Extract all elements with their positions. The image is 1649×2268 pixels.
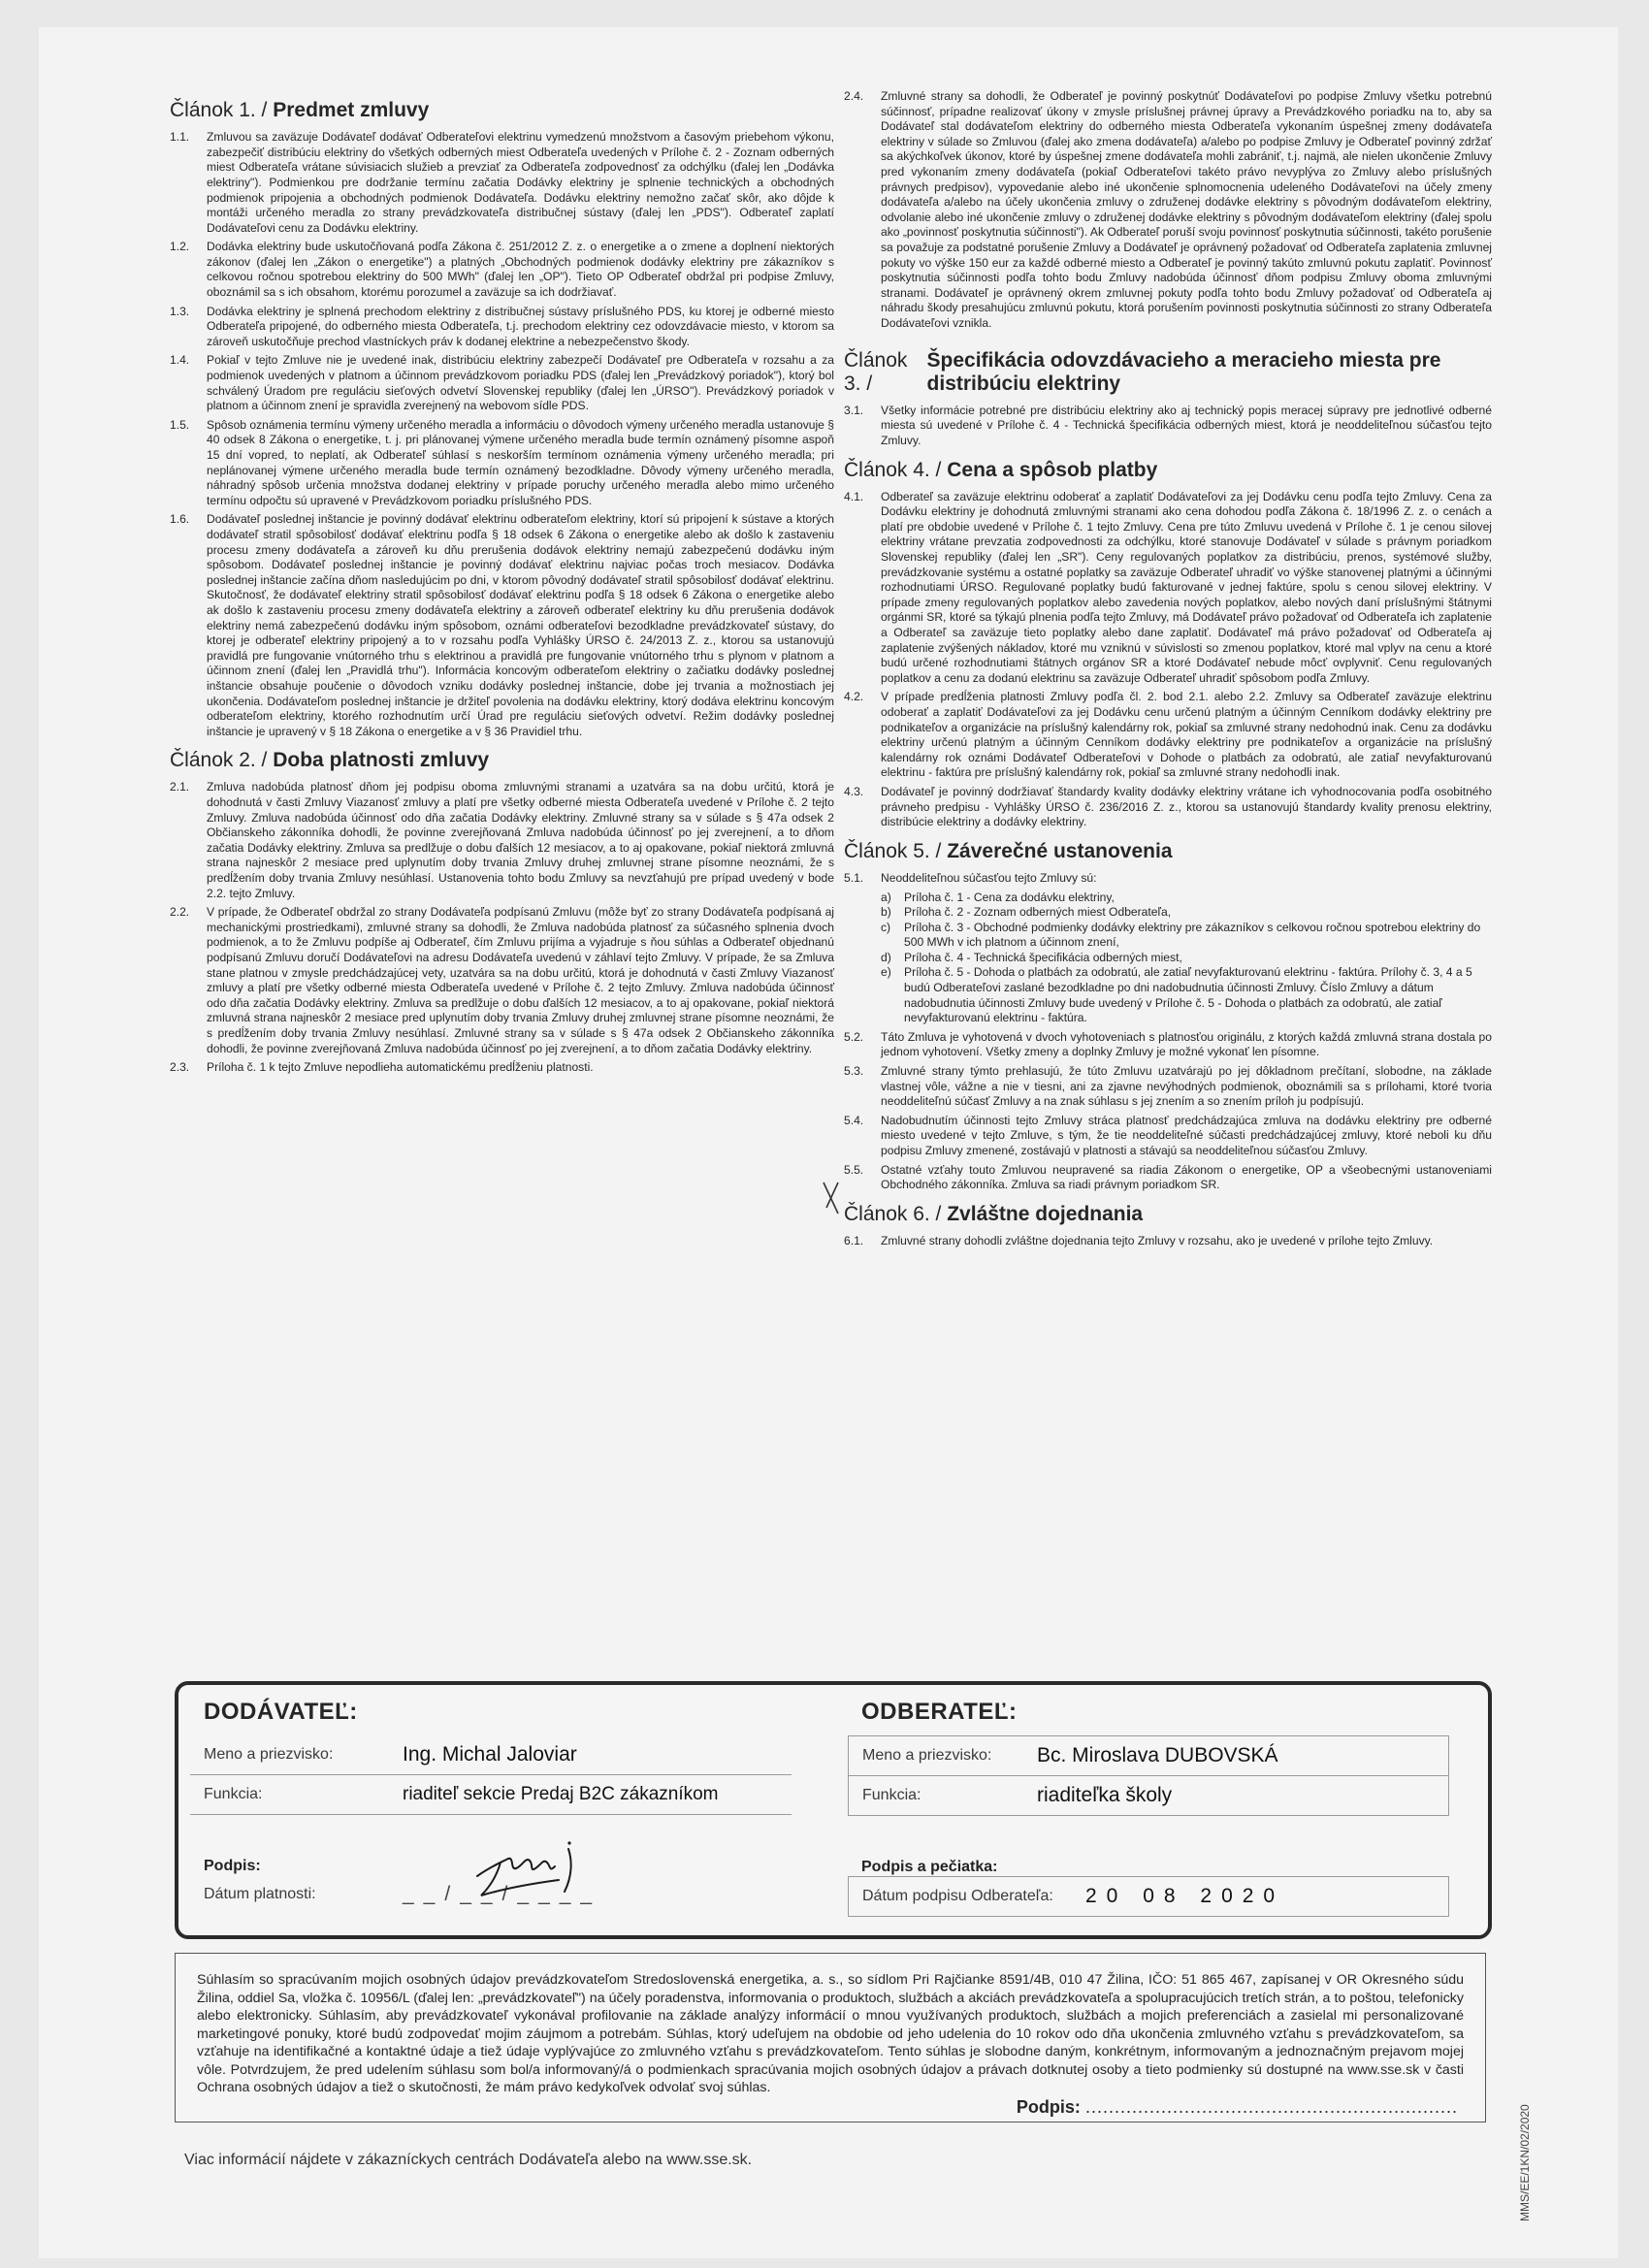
customer-heading: ODBERATEĽ:: [861, 1699, 1018, 1725]
clause-text: Spôsob oznámenia termínu výmeny určeného meradla a informáciu o dôvodoch výmeny určeného meradla ustanovuje § 40 odsek 8 Zákona o energetike, t. j. pri plánovanej výmene určeného meradla bude termín oznámený písomne aspoň 15 dní vopred, to neplatí, ak Odberateľ súhlasí s neskorším termínom oznámenia výmeny určeného meradla; pri neplánovanej výmene určeného meradla bude termín oznámený bezodkladne. Dôvody výmeny určeného meradla, náhradný spôsob určenia množstva dodanej elektriny v prípade poruchy určeného meradla alebo mimo určeného termínu odpočtu sú upravené v Prevádzkovom poriadku príslušného PDS.: [207, 417, 834, 507]
article-4-heading: [844, 459, 1492, 482]
clause-number: 5.5.: [844, 1162, 864, 1177]
supplier-function-field: [190, 1775, 792, 1815]
article-2-heading: [170, 749, 834, 772]
clause-number: 6.1.: [844, 1233, 864, 1247]
clause: [844, 1234, 1492, 1249]
clause-number: 5.4.: [844, 1113, 864, 1127]
article-3-heading: [844, 349, 1492, 396]
list-item-letter: c): [881, 920, 891, 934]
clause-number: 2.4.: [844, 89, 864, 103]
clause-text: Neoddeliteľnou súčasťou tejto Zmluvy sú:: [881, 870, 1097, 885]
signature-scribble-icon: [471, 1837, 607, 1901]
left-column: [170, 89, 834, 1080]
article-title: Špecifikácia odovzdávacieho a meracieho miesta pre distribúciu elektriny: [926, 348, 1441, 395]
clause-text: Zmluvné strany dohodli zvláštne dojednania tejto Zmluvy v rozsahu, ako je uvedené v prílohe tejto Zmluvy.: [881, 1233, 1434, 1247]
clause-number: 1.1.: [170, 130, 190, 145]
clause-text: Dodávka elektriny bude uskutočňovaná podľa Zákona č. 251/2012 Z. z. o energetike a o zmene a doplnení niektorých zákonov (ďalej len „Zákon o energetike") a platných „Obchodných podmienok dodávky elektriny pre zákazníkov s celkovou ročnou spotrebou elektriny do 500 MWh" (ďalej len „OP"). Tieto OP Odberateľ obdržal pri podpise Zmluvy, oboznámil sa s ich obsahom, ktorému porozumel a zaväzuje sa ich dodržiavať.: [207, 240, 834, 300]
clause: [170, 305, 834, 350]
clause: [844, 1163, 1492, 1193]
field-label: Podpis:: [204, 1858, 261, 1874]
article-title: Cena a spôsob platby: [947, 458, 1158, 481]
clause: [170, 512, 834, 739]
annex-list: [881, 891, 1492, 1026]
customer-party: [848, 1699, 1449, 1917]
clause-number: 4.2.: [844, 690, 864, 704]
customer-function-field: [849, 1776, 1448, 1815]
customer-function-value: riaditeľka školy: [1037, 1784, 1173, 1806]
list-item-letter: b): [881, 905, 891, 920]
clause: [170, 780, 834, 901]
list-item: [881, 891, 1492, 906]
clause: [170, 130, 834, 236]
clause: [170, 1060, 834, 1076]
clause-text: Zmluvné strany týmto prehlasujú, že túto Zmluvu uzatvárajú po jej dôkladnom prečítaní, slobodne, na základe vlastnej vôle, vážne a nie v tiesni, ani za zjavne nevýhodných podmienok, oboznámili sa s prílohami, ktoré tvoria neoddeliteľnú súčasť Zmluvy a na znak súhlasu s jej znením a so znením príloh ju podpísujú.: [881, 1064, 1492, 1109]
consent-text: Súhlasím so spracúvaním mojich osobných údajov prevádzkovateľom Stredoslovenská energetika, a. s., so sídlom Pri Rajčianke 8591/4B, 010 47 Žilina, IČO: 51 865 467, zapísanej v OR Okresného súdu Žilina, oddiel Sa, vložka č. 10956/L (ďalej len: „prevádzkovateľ") na účely poradenstva, informovania o produktoch, službách a akciách prevádzkovateľa a spolupracujúcich tretích strán, a to poštou, telefonicky alebo elektronicky. Súhlasím, aby prevádzkovateľ vykonával profilovanie na základe analýzy informácií o mnou využívaných produktoch, službách a mojich preferenciách a zasielal mi personalizované marketingové ponuky, ktoré budú zodpovedať mojim záujmom a potrebám. Súhlas, ktorý udeľujem na obdobie od jeho udelenia do 10 rokov odo dňa ukončenia zmluvného vzťahu s prevádzkovateľom, sa vzťahuje na identifikačné a kontaktné údaje a tiež údaje vyplývajúce zo zmluvného vzťahu s prevádzkovateľom. Tento súhlas je slobodne daným, konkrétnym, informovaným a jednoznačným prejavom mojej vôle. Potvrdzujem, že pred udelením súhlasu som bol/a informovaný/á o podmienkach spracúvania mojich osobných údajov a právach dotknutej osoby a tieto podmienky sú dostupné na www.sse.sk v časti Ochrana osobných údajov a tiež o skutočnosti, že mám právo kedykoľvek odvolať svoj súhlas.: [197, 1972, 1464, 2095]
clause-text: Všetky informácie potrebné pre distribúciu elektriny ako aj technický popis meracej súpravy pre jednotlivé odberné miesta sú uvedené v Prílohe č. 4 - Technická špecifikácia odberných miest, ktorá je neoddeliteľnou súčasťou tejto Zmluvy.: [881, 403, 1492, 447]
clause-number: 2.1.: [170, 780, 190, 794]
clause-text: Odberateľ sa zaväzuje elektrinu odoberať a zaplatiť Dodávateľovi za jej Dodávku cenu podľa tejto Zmluvy. Cena za Dodávku elektriny je dohodnutá zmluvnými stranami ako cena dohodou podľa Zákona č. 18/1996 Z. z. o cenách a platí pre obdobie uvedené v Prílohe č. 1 tejto Zmluvy. Cena pre túto Zmluvu uvedená v Prílohe č. 1 je cenou silovej elektriny vrátane prevzatia zodpovednosti za odchýlku, ktoré stanovuje Dodávateľ v súlade s právnym poriadkom Slovenskej republiky (ďalej len „SR"). Ceny regulovaných poplatkov za distribúciu, prenos, systémové služby, prevádzkovanie systému a ostatné poplatky sa zaväzuje Odberateľ uhradiť vo výške stanovenej platnými a účinnými rozhodnutiami ÚRSO. Regulované poplatky budú fakturované v jednej faktúre, spolu s cenou silovej elektriny. V prípade zmeny regulovaných poplatkov alebo zavedenia nových poplatkov, alebo nových daní príslušnými štátnymi orgánmi SR, ktoré sa týkajú plnenia podľa tejto Zmluvy, má Dodávateľ právo požadovať od Odberateľa ich zaplatenie a Odberateľ sa zaväzuje tieto poplatky alebo dane zaplatiť. Dodávateľ má právo požadovať od Odberateľa aj zaplatenie zvýšených nákladov, ktoré mu vzniknú v súvislosti so zmenou poplatkov, ktoré mal vplyv na cenu a ktoré budú určené rozhodnutiami štátnych orgánov SR a ktoré Dodávateľ nebude môcť ovplyvniť. Cenu regulovaných poplatkov a cenu za dodanú elektrinu sa zaväzuje Odberateľ uhradiť spôsobom podľa Zmluvy.: [881, 489, 1492, 685]
consent-signature: [1017, 2097, 1458, 2118]
article-title: Predmet zmluvy: [273, 99, 430, 121]
field-label: Funkcia:: [862, 1787, 922, 1803]
clause: [844, 1030, 1492, 1060]
signature-box: [175, 1681, 1492, 1939]
field-label: Podpis a pečiatka:: [861, 1859, 998, 1875]
field-label: Dátum platnosti:: [204, 1886, 316, 1902]
consent-sign-line: ................................................................: [1084, 2097, 1458, 2117]
clause: [170, 418, 834, 509]
clause-text: Dodávka elektriny je splnená prechodom elektriny z distribučnej sústavy príslušného PDS, ku ktorej je odberné miesto Odberateľa pripojené, do odberného miesta Odberateľa, t.j. prechodom elektriny cez odovzdávacie miesto, v ktorom sa zároveň uskutočňuje prechod vlastníckych práv k dodanej elektrine a nebezpečenstvo škody.: [207, 304, 834, 348]
clause-text: Zmluvou sa zaväzuje Dodávateľ dodávať Odberateľovi elektrinu vymedzenú množstvom a časovým priebehom výkonu, zabezpečiť distribúciu elektriny do všetkých odberných miest Odberateľa uvedených v Prílohe č. 2 - Zoznam odberných miest Odberateľa vrátane súvisiacich služieb a prevziať za Odberateľa zodpovednosť za odchýlku (ďalej len „Dodávka elektriny"). Podmienkou pre dodržanie termínu začatia Dodávky elektriny je splnenie technických a obchodných podmienok pripojenia a obchodných podmienok Dodávateľa. Dodávku elektriny nemožno začať skôr, ako dôjde k montáži určeného meradla zo strany prevádzkovateľa distribučnej sústavy (ďalej len „PDS"). Odberateľ zaplatí Dodávateľovi cenu za Dodávku elektriny.: [207, 130, 834, 235]
clause: [844, 690, 1492, 781]
article-title: Zvláštne dojednania: [947, 1202, 1144, 1225]
article-number: Článok 2. /: [170, 749, 268, 772]
footer-info: Viac informácií nájdete v zákazníckych centrách Dodávateľa alebo na www.sse.sk.: [184, 2152, 753, 2168]
customer-fields-frame: [848, 1735, 1449, 1816]
article-5-heading: [844, 840, 1492, 863]
clause-text: Dodávateľ poslednej inštancie je povinný dodávať elektrinu odberateľom elektriny, ktorí sú pripojení k sústave a ktorých dodávateľ stratil spôsobilosť dodávať elektrinu podľa § 18 odsek 6 Zákona o energetike alebo ak došlo k zastaveniu procesu zmeny dodávateľa a zároveň ku dňu prerušenia dodávok elektriny nemajú zabezpečenú dodávku iným spôsobom. Dodávateľ poslednej inštancie je povinný dodávať elektrinu najviac počas troch mesiacov. Dodávka poslednej inštancie začína dňom nasledujúcim po dni, v ktorom pôvodný dodávateľ stratil spôsobilosť dodávať elektrinu. Skutočnosť, že dodávateľ elektriny stratil spôsobilosť dodávať elektrinu podľa § 18 odsek 6 Zákona o energetike alebo ak došlo k zastaveniu procesu zmeny dodávateľa elektriny a zároveň odberateľ elektriny ku dňu prerušenia dodávok elektriny nemá zabezpečenú dodávku iným spôsobom, oznámi odberateľovi bezodkladne prevádzkovateľ sústavy, do ktorej je odberateľ elektriny pripojený a to v rozsahu podľa Vyhlášky ÚRSO č. 24/2013 Z. z., ktorou sa ustanovujú pravidlá pre fungovanie vnútorného trhu s elektrinou a pravidlá pre fungovanie vnútorného trhu s plynom v platnom a účinnom znení (ďalej len „Pravidlá trhu"). Informácia koncovým odberateľom elektriny o začiatku dodávky poslednej inštancie obsahuje poučenie o dôvodoch vzniku dodávky poslednej inštancie, dobe jej trvania a možnostiach jej ukončenia. Dodávateľom poslednej inštancie je držiteľ povolenia na dodávku elektriny, ktorý dodáva elektrinu koncovým odberateľom elektriny, ktorého rozhodnutím určí Úrad pre reguláciu sieťových odvetví. Režim dodávky poslednej inštancie je upravený v § 18 Zákona o energetike a v § 36 Pravidiel trhu.: [207, 512, 834, 738]
clause: [170, 353, 834, 413]
form-code: [1518, 2104, 1532, 2221]
consent-sign-label: Podpis:: [1016, 2097, 1081, 2117]
supplier-name-value: Ing. Michal Jaloviar: [403, 1743, 577, 1766]
article-number: Článok 6. /: [844, 1202, 942, 1225]
article-number: Článok 5. /: [844, 839, 942, 862]
list-item-letter: a): [881, 890, 891, 904]
clause: [844, 871, 1492, 887]
field-label: Meno a priezvisko:: [862, 1747, 992, 1764]
supplier-heading: DODÁVATEĽ:: [204, 1699, 358, 1725]
clause: [170, 240, 834, 300]
clause: [170, 905, 834, 1056]
customer-name-value: Bc. Miroslava DUBOVSKÁ: [1037, 1744, 1278, 1766]
article-6-heading: [844, 1203, 1492, 1226]
list-item-text: Príloha č. 3 - Obchodné podmienky dodávky elektriny pre zákazníkov s celkovou ročnou spotrebou elektriny do 500 MWh v ich platnom a účinnom znení,: [904, 920, 1481, 950]
customer-date-field: [848, 1876, 1449, 1917]
clause-text: Pokiaľ v tejto Zmluve nie je uvedené inak, distribúciu elektriny zabezpečí Dodávateľ pre Odberateľa v rozsahu a za podmienok uvedených v platnom a účinnom prevádzkovom poriadku PDS (ďalej len „Prevádzkový poriadok"), ktorý bol schválený Úradom pre reguláciu sieťových odvetví Slovenskej republiky (ďalej len „ÚRSO"). Prevádzkový poriadok v platnom a účinnom znení je spravidla zverejnený na webovom sídle PDS.: [207, 353, 834, 413]
clause: [844, 404, 1492, 449]
article-number: Článok 3. /: [844, 348, 908, 395]
clause-number: 1.3.: [170, 304, 190, 318]
field-label: Dátum podpisu Odberateľa:: [862, 1888, 1053, 1904]
handwritten-x-mark-icon: [821, 1179, 842, 1217]
clause-text: Ostatné vzťahy touto Zmluvou neupravené sa riadia Zákonom o energetike, OP a všeobecnými ustanoveniami Obchodného zákonníka. Zmluva sa riadi právnym poriadkom SR.: [881, 1162, 1492, 1192]
supplier-name-field: [190, 1735, 792, 1775]
clause-number: 5.2.: [844, 1029, 864, 1044]
customer-name-field: [849, 1736, 1448, 1776]
list-item-text: Príloha č. 2 - Zoznam odberných miest Odberateľa,: [904, 905, 1172, 920]
consent-box: [175, 1953, 1486, 2122]
field-label: Meno a priezvisko:: [204, 1746, 334, 1763]
list-item-text: Príloha č. 5 - Dohoda o platbách za odobratú, ale zatiaľ nevyfakturovanú elektrinu - faktúra. Prílohy č. 3, 4 a 5 budú Odberateľovi zaslané bezodkladne po dni nadobudnutia účinnosti Zmluvy. Číslo Zmluvy a dátum nadobudnutia účinnosti Zmluvy bude uvedený v Prílohe č. 5 - Dohoda o platbách za odobratú, ale zatiaľ nevyfakturovanú elektrinu - faktúra.: [904, 965, 1472, 1025]
list-item: [881, 965, 1492, 1025]
clause-text: Táto Zmluva je vyhotovená v dvoch vyhotoveniach s platnosťou originálu, z ktorých každá zmluvná strana dostala po jednom vyhotovení. Všetky zmeny a doplnky Zmluvy je možné vykonať len písomne.: [881, 1029, 1492, 1059]
article-1-heading: [170, 99, 834, 122]
clause-number: 2.3.: [170, 1060, 190, 1075]
clause-text: Nadobudnutím účinnosti tejto Zmluvy stráca platnosť predchádzajúca zmluva na dodávku elektriny pre odberné miesto uvedené v tejto Zmluve, s tým, že tie neoddeliteľné súčasti predchádzajúcej zmluvy, ktoré neboli ku dňu podpisu Zmluvy zmenené, zostávajú v platnosti a stávajú sa neoddeliteľnou súčasťou Zmluvy.: [881, 1113, 1492, 1157]
article-title: Záverečné ustanovenia: [947, 839, 1173, 862]
clause-text: Zmluva nadobúda platnosť dňom jej podpisu oboma zmluvnými stranami a uzatvára sa na dobu určitú, ktorá je dohodnutá v časti Zmluvy Viazanosť zmluvy a platí pre všetky odberné miesta Odberateľa uvedené v Prílohe č. 2 tejto Zmluvy. Zmluva nadobúda účinnosť odo dňa začatia Dodávky elektriny. Zmluvné strany sa v súlade s § 47a odsek 2 Občianskeho zákonníka dohodli, že povinne zverejňovaná Zmluva nadobúda účinnosť po jej zverejnení, a to dňom začatia Dodávky elektriny. Zmluva sa predlžuje o dobu ďalších 12 mesiacov, a to aj opakovane, pokiaľ niektorá zmluvná strana najneskôr 2 mesiace pred uplynutím doby trvania Zmluvy druhej zmluvnej strane písomne neoznámi, že s predĺžením doby trvania Zmluvy nesúhlasí. Ustanovenia tohto bodu Zmluvy sa nevzťahujú pre prípad uvedený v bode 2.2. tejto Zmluvy.: [207, 780, 834, 900]
clause-number: 1.6.: [170, 512, 190, 527]
clause-text: Zmluvné strany sa dohodli, že Odberateľ je povinný poskytnúť Dodávateľovi po podpise Zmluvy všetku potrebnú súčinnosť, prípadne realizovať úkony v zmysle príslušnej právnej úpravy a Prevádzkového poriadku na to, aby sa Dodávateľ stal dodávateľom elektriny do odberného miesta Odberateľa vykonaním úspešnej zmeny dodávateľa elektriny v súlade so Zmluvou (ďalej ako zmena dodávateľa) a/alebo po podpise Zmluvy je Odberateľ povinný zdržať sa akýchkoľvek úkonov, ktoré by úspešnej zmene dodávateľa mohli zabrániť, t.j. najmä, ale nielen ukončenie Zmluvy pred vykonaním zmeny dodávateľa (pokiaľ Odberateľovi takéto právo nevyplýva zo Zmluvy alebo príslušných právnych predpisov), vypovedanie alebo iné ukončenie splnomocnenia udeleného Dodávateľovi na účely zmeny dodávateľa a/alebo na účely ukončenia zmluvy o združenej dodávke elektriny s pôvodným dodávateľom elektriny, odvolanie alebo iné ukončenie zmluvy o združenej dodávke elektriny s pôvodným dodávateľom elektriny (ďalej spolu ako „povinnosť poskytnutia súčinnosti"). Ak Odberateľ poruší svoju povinnosť poskytnutia súčinnosti, takéto porušenie sa považuje za podstatné porušenie Zmluvy a Dodávateľ je oprávnený požadovať od Odberateľa zaplatenia zmluvnej pokuty vo výške 150 eur za každé odberné miesto a Odberateľ je povinný takúto zmluvnú pokutu zaplatiť. Povinnosť poskytnutia súčinnosti podľa tohto bodu Zmluvy nadobúda účinnosť dňom podpisu Zmluvy oboma zmluvnými stranami. Dodávateľ je oprávnený okrem zmluvnej pokuty podľa tohto bodu Zmluvy požadovať od Odberateľa aj náhradu škody presahujúcu zmluvnú pokutu, ktorá porušením povinnosti poskytnutia súčinnosti zo strany Odberateľa Dodávateľovi vznikla.: [881, 89, 1492, 330]
list-item-letter: e): [881, 965, 891, 980]
clause-number: 1.5.: [170, 417, 190, 432]
supplier-function-value: riaditeľ sekcie Predaj B2C zákazníkom: [403, 1784, 719, 1804]
clause-text: Dodávateľ je povinný dodržiavať štandardy kvality dodávky elektriny vrátane ich vyhodnocovania podľa osobitného právneho predpisu - Vyhlášky ÚRSO č. 236/2016 Z. z., ktorou sa ustanovujú štandardy kvality prenosu elektriny, distribúcie elektriny a dodávky elektriny.: [881, 784, 1492, 829]
clause-text: V prípade predĺženia platnosti Zmluvy podľa čl. 2. bod 2.1. alebo 2.2. Zmluvy sa Odberateľ zaväzuje elektrinu odoberať a zaplatiť Dodávateľovi za jej Dodávku cenu určenú platným a účinným Cenníkom dodávky elektriny pre podnikateľov a organizácie na príslušný kalendárny rok, pokiaľ sa zmluvné strany nedohodnú inak. Cenu za dodávku elektriny určenú platným a účinným Cenníkom dodávky elektriny pre podnikateľov a organizácie na príslušný kalendárny rok oznámi Dodávateľ Odberateľovi v Dohode o platbách za odobratú, ale zatiaľ nevyfakturovanú elektrinu - faktúra pre príslušný kalendárny rok, pokiaľ sa zmluvné strany nedohodli inak.: [881, 690, 1492, 780]
list-item: [881, 905, 1492, 921]
clause-number: 4.3.: [844, 784, 864, 798]
customer-date-value: 20 08 2020: [1085, 1885, 1285, 1907]
clause-number: 5.3.: [844, 1064, 864, 1079]
list-item-text: Príloha č. 4 - Technická špecifikácia odberných miest,: [904, 950, 1182, 964]
clause-number: 5.1.: [844, 870, 864, 885]
clause-number: 1.2.: [170, 240, 190, 254]
clause: [844, 1114, 1492, 1159]
clause-number: 3.1.: [844, 403, 864, 417]
clause-number: 1.4.: [170, 353, 190, 368]
clause-number: 2.2.: [170, 905, 190, 920]
list-item: [881, 951, 1492, 966]
article-number: Článok 1. /: [170, 99, 268, 121]
customer-sign-field: [848, 1816, 1449, 1876]
article-title: Doba platnosti zmluvy: [273, 749, 490, 772]
clause-number: 4.1.: [844, 489, 864, 503]
clause: [844, 785, 1492, 830]
clause: [844, 1064, 1492, 1110]
article-number: Článok 4. /: [844, 458, 942, 481]
supplier-date-value: __/__/____: [403, 1883, 602, 1905]
clause-text: V prípade, že Odberateľ obdržal zo strany Dodávateľa podpísanú Zmluvu (môže byť zo strany Dodávateľa podpísaná aj mechanickými prostriedkami), zmluvné strany sa dohodli, že Zmluva nadobúda platnosť za súčasného splnenia dvoch podmienok, a to že Zmluvu podpíše aj Odberateľ, čím Zmluvu prijíma a vyjadruje s ňou súhlas a Odberateľ objednanú podpísanú Zmluvu doručí Dodávateľovi na adresu Dodávateľa uvedenú v záhlaví tejto Zmluvy. V prípade, že sa Zmluva stane platnou v zmysle predchádzajúcej vety, uzatvára sa na dobu určitú, ktorá je dohodnutá v časti Zmluvy Viazanosť zmluvy a platí pre všetky odberné miesta Odberateľa uvedené v Prílohe č. 2 tejto Zmluvy. Zmluva nadobúda účinnosť odo dňa začatia Dodávky elektriny. Zmluva sa predlžuje o dobu ďalších 12 mesiacov, a to aj opakovane, pokiaľ niektorá zmluvná strana najneskôr 2 mesiace pred uplynutím doby trvania Zmluvy druhej zmluvnej strane písomne neoznámi, že s predĺžením doby trvania Zmluvy nesúhlasí. Zmluvné strany sa v súlade s § 47a odsek 2 Občianskeho zákonníka dohodli, že povinne zverejňovaná Zmluva nadobúda účinnosť po jej zverejnení, a to dňom začatia Dodávky elektriny.: [207, 905, 834, 1055]
clause-text: Príloha č. 1 k tejto Zmluve nepodlieha automatickému predĺženiu platnosti.: [207, 1060, 594, 1075]
list-item-letter: d): [881, 950, 891, 964]
list-item-text: Príloha č. 1 - Cena za dodávku elektriny,: [904, 890, 1115, 904]
supplier-party: [190, 1699, 792, 1914]
right-column: [844, 89, 1492, 1253]
clause: [844, 490, 1492, 687]
field-label: Funkcia:: [204, 1786, 263, 1802]
list-item: [881, 921, 1492, 951]
clause: [844, 89, 1492, 332]
form-code-text: MMS/EE/1KN/02/2020: [1518, 2104, 1532, 2221]
